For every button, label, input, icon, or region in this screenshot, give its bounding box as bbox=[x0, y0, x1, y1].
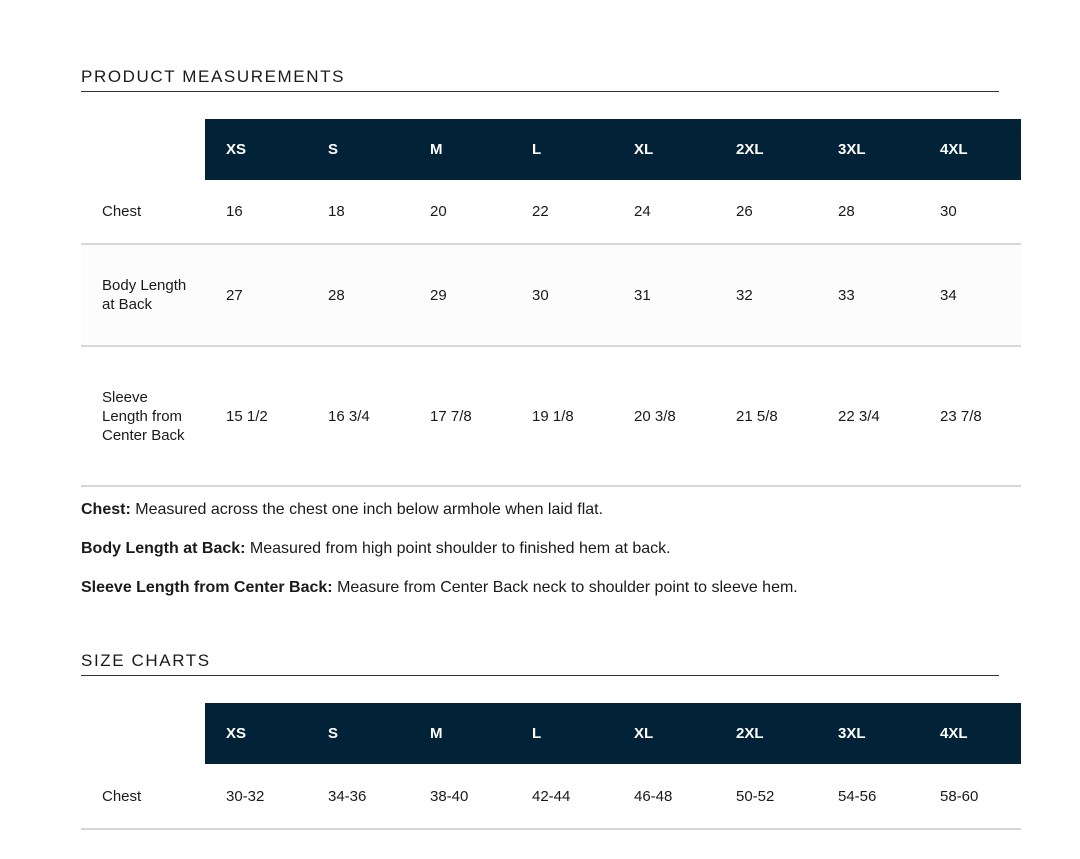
table-cell: 29 bbox=[409, 244, 511, 346]
table-cell: 20 3/8 bbox=[613, 346, 715, 486]
table-cell: 42-44 bbox=[511, 764, 613, 829]
table-cell: 28 bbox=[817, 180, 919, 244]
size-header-4xl: 4XL bbox=[919, 703, 1021, 764]
table-row-sleeve-length bbox=[81, 346, 1021, 486]
table-row-chest bbox=[81, 764, 1021, 829]
size-header-3xl: 3XL bbox=[817, 119, 919, 180]
table-cell: 16 3/4 bbox=[307, 346, 409, 486]
table-cell: 32 bbox=[715, 244, 817, 346]
table-cell: 34 bbox=[919, 244, 1021, 346]
table-cell: 58-60 bbox=[919, 764, 1021, 829]
note-term: Chest: bbox=[81, 501, 131, 518]
size-header-4xl: 4XL bbox=[919, 119, 1021, 180]
table-cell: 30 bbox=[919, 180, 1021, 244]
table-cell: 30 bbox=[511, 244, 613, 346]
product-measurements-table bbox=[81, 119, 1021, 487]
note-term: Body Length at Back: bbox=[81, 540, 246, 557]
size-header-m: M bbox=[409, 119, 511, 180]
size-header-xs: XS bbox=[205, 119, 307, 180]
table-cell: 15 1/2 bbox=[205, 346, 307, 486]
table-cell: 24 bbox=[613, 180, 715, 244]
row-label: Chest bbox=[81, 764, 205, 829]
row-label: Chest bbox=[81, 180, 205, 244]
table-cell: 38-40 bbox=[409, 764, 511, 829]
table-cell: 34-36 bbox=[307, 764, 409, 829]
size-header-row bbox=[81, 119, 1021, 180]
table-cell: 27 bbox=[205, 244, 307, 346]
size-header-xs: XS bbox=[205, 703, 307, 764]
table-cell: 28 bbox=[307, 244, 409, 346]
table-cell: 46-48 bbox=[613, 764, 715, 829]
table-cell: 18 bbox=[307, 180, 409, 244]
header-blank-cell bbox=[81, 703, 205, 764]
table-row-body-length bbox=[81, 244, 1021, 346]
note-text: Measured across the chest one inch below armhole when laid flat. bbox=[135, 501, 604, 518]
size-header-xl: XL bbox=[613, 119, 715, 180]
table-cell: 22 3/4 bbox=[817, 346, 919, 486]
table-row-chest bbox=[81, 180, 1021, 244]
size-header-3xl: 3XL bbox=[817, 703, 919, 764]
table-cell: 20 bbox=[409, 180, 511, 244]
table-cell: 22 bbox=[511, 180, 613, 244]
size-header-2xl: 2XL bbox=[715, 119, 817, 180]
size-header-l: L bbox=[511, 119, 613, 180]
table-cell: 16 bbox=[205, 180, 307, 244]
table-cell: 17 7/8 bbox=[409, 346, 511, 486]
table-cell: 54-56 bbox=[817, 764, 919, 829]
table-cell: 33 bbox=[817, 244, 919, 346]
row-label: Sleeve Length from Center Back bbox=[81, 346, 205, 486]
size-header-row bbox=[81, 703, 1021, 764]
table-cell: 19 1/8 bbox=[511, 346, 613, 486]
note-text: Measure from Center Back neck to shoulder point to sleeve hem. bbox=[337, 579, 798, 596]
table-cell: 50-52 bbox=[715, 764, 817, 829]
size-charts-table bbox=[81, 703, 1021, 830]
table-cell: 26 bbox=[715, 180, 817, 244]
table-cell: 31 bbox=[613, 244, 715, 346]
note-sleeve-length bbox=[81, 578, 1031, 617]
note-chest bbox=[81, 500, 1031, 539]
size-header-2xl: 2XL bbox=[715, 703, 817, 764]
table-cell: 23 7/8 bbox=[919, 346, 1021, 486]
size-header-l: L bbox=[511, 703, 613, 764]
note-text: Measured from high point shoulder to finished hem at back. bbox=[249, 540, 671, 557]
header-blank-cell bbox=[81, 119, 205, 180]
product-measurements-title: PRODUCT MEASUREMENTS bbox=[81, 67, 999, 92]
note-body-length bbox=[81, 539, 1031, 578]
measurement-notes bbox=[81, 500, 1031, 617]
size-header-m: M bbox=[409, 703, 511, 764]
size-header-s: S bbox=[307, 703, 409, 764]
note-term: Sleeve Length from Center Back: bbox=[81, 579, 333, 596]
table-cell: 30-32 bbox=[205, 764, 307, 829]
table-cell: 21 5/8 bbox=[715, 346, 817, 486]
row-label: Body Length at Back bbox=[81, 244, 205, 346]
size-charts-title: SIZE CHARTS bbox=[81, 651, 999, 676]
size-header-xl: XL bbox=[613, 703, 715, 764]
size-header-s: S bbox=[307, 119, 409, 180]
